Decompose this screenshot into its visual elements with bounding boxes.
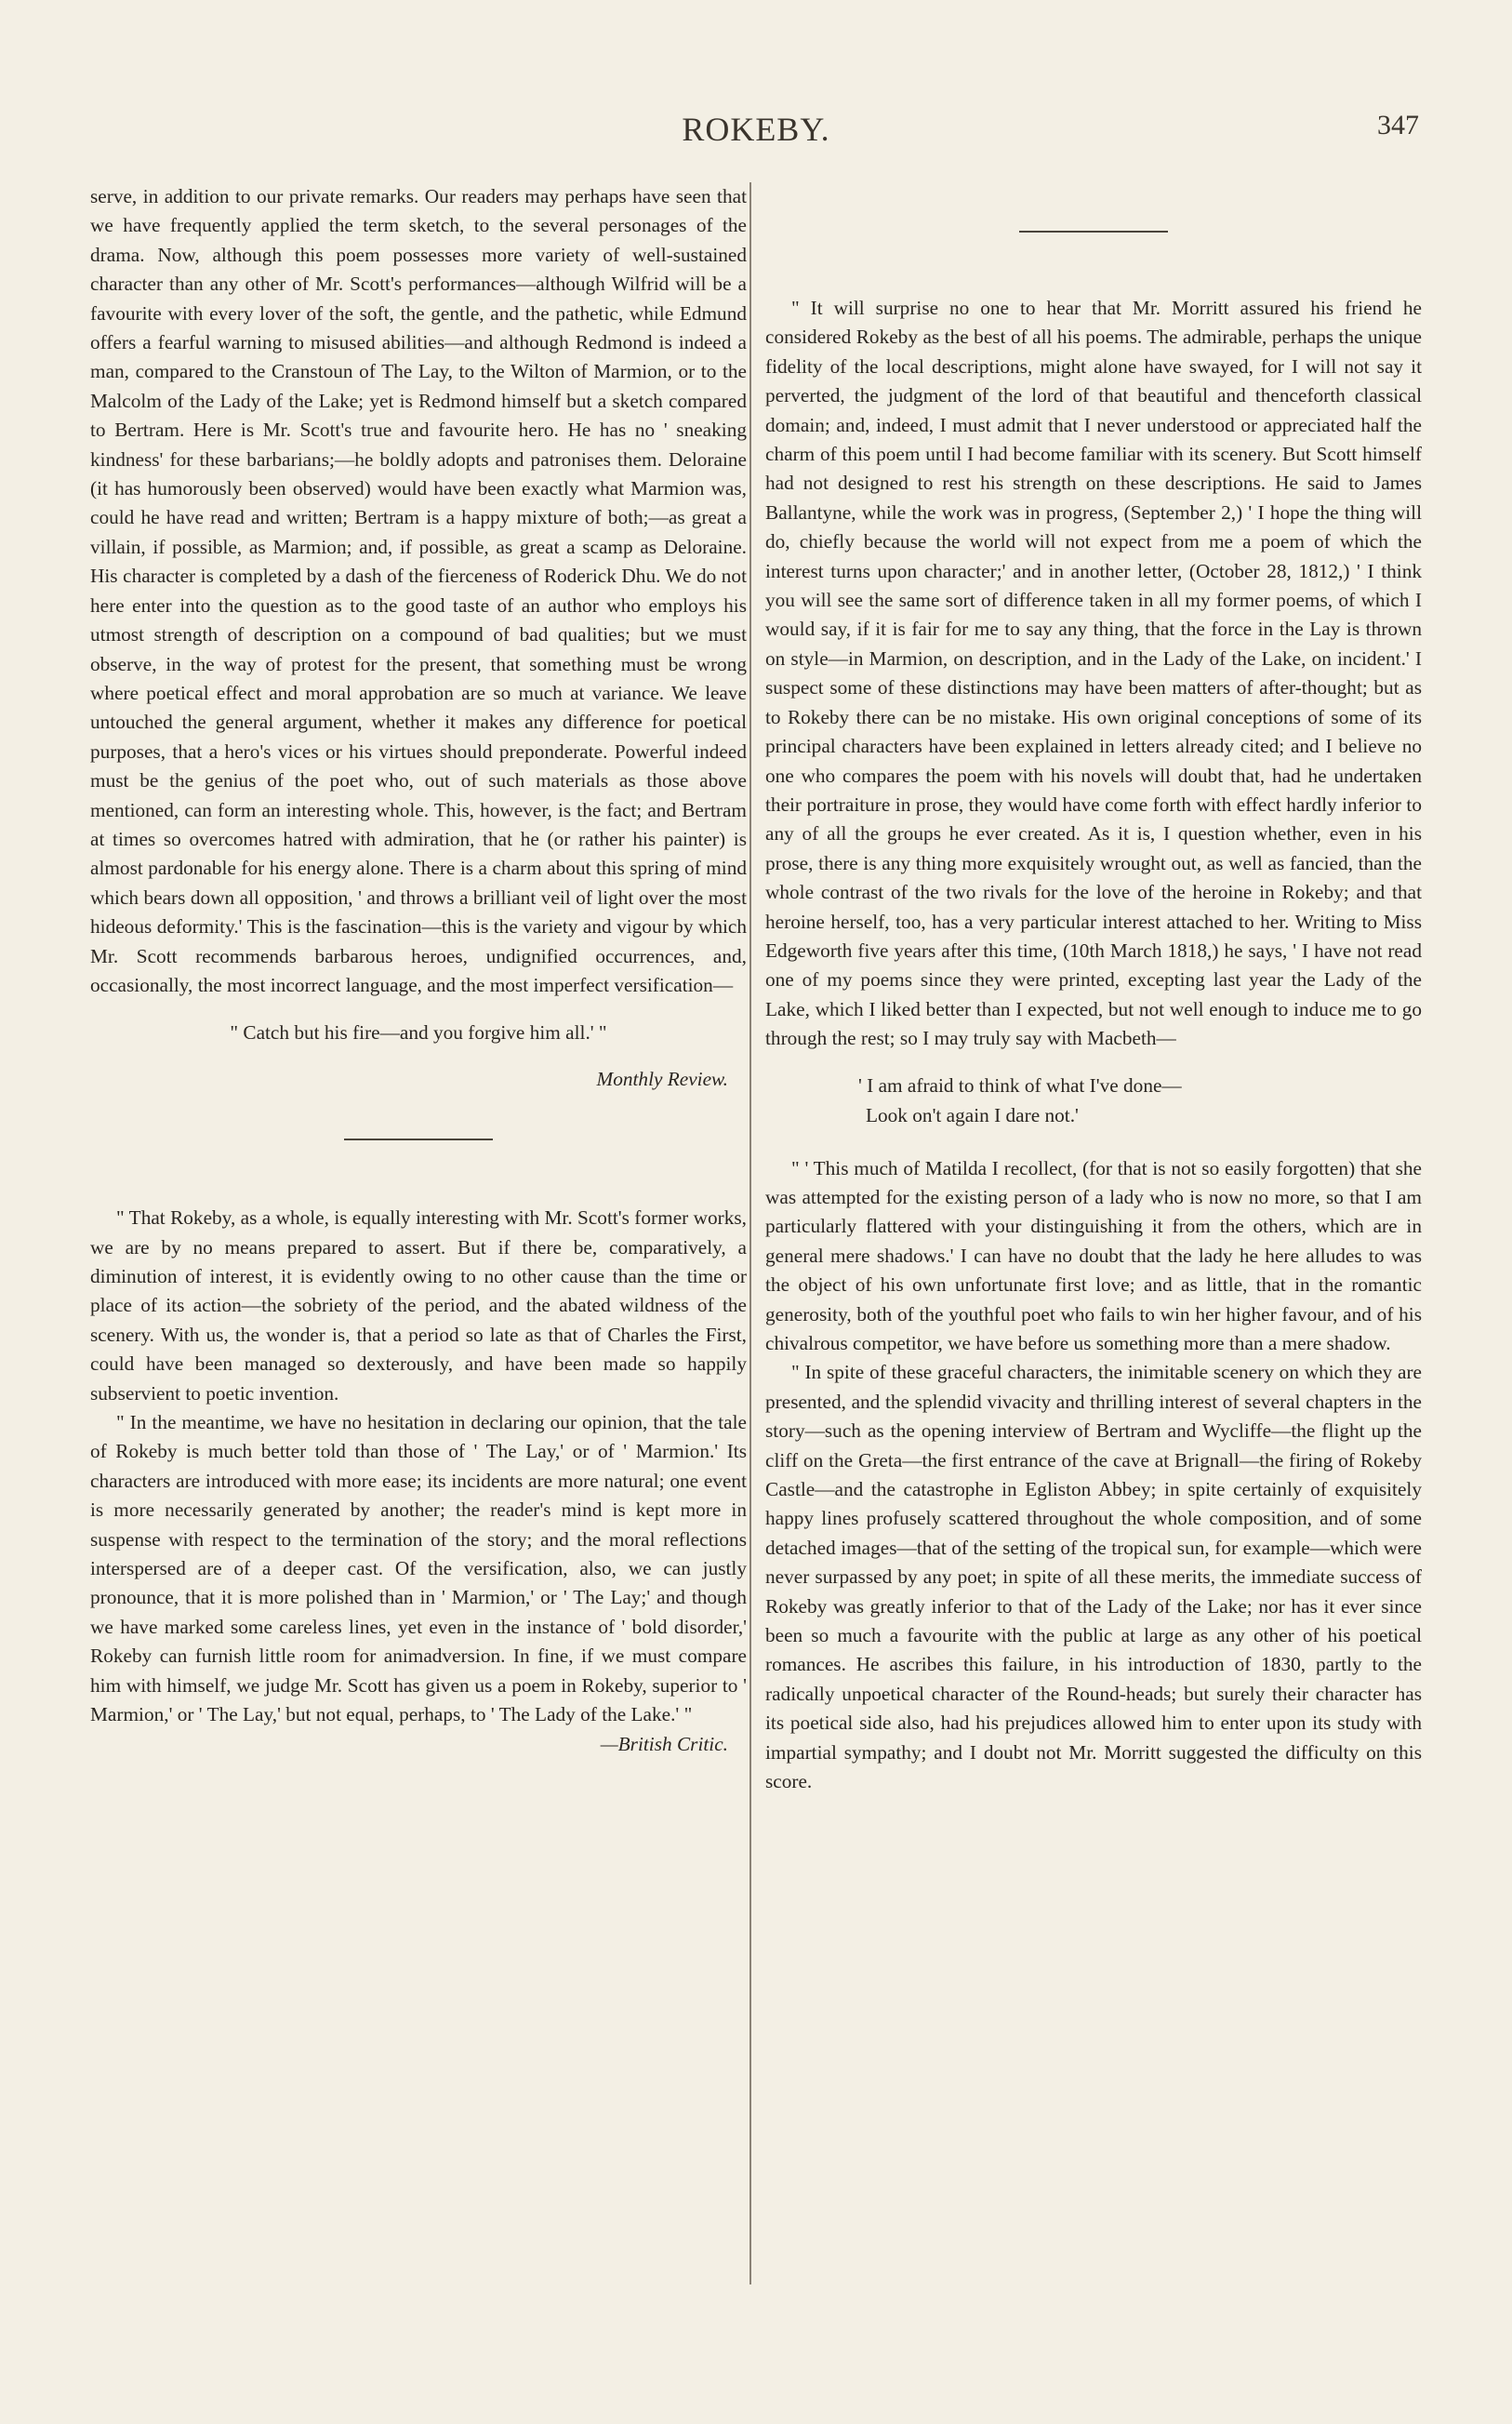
paragraph: " In the meantime, we have no hesitation in declaring our opinion, that the tale of Rokeby is much better told than those of ' The Lay,' or of ' Marmion.' Its characters are introduced with more ease; its incidents are more natural; one event is more necessarily generated by another; the reader's mind is kept more in suspense with respect to the termination of the story; and the moral reflections interspersed are of a deeper cast. Of the versification, also, we can justly pronounce, that it is more polished than in ' Marmion,' or ' The Lay;' and though we have marked some careless lines, yet even in the instance of ' bold disorder,' Rokeby can furnish little room for animadversion. In fine, if we must compare him with himself, we judge Mr. Scott has given us a poem in Rokeby, superior to ' Marmion,' or ' The Lay,' but not equal, perhaps, to ' The Lady of the Lake.' " (90, 1411, 747, 1726)
paragraph: " In spite of these graceful characters, the inimitable scenery on which they are presented, and the splendid vivacity and thrilling interest of several chapters in the story—such as the opening interview of Bertram and Wycliffe—the flight up the cliff on the Greta—the first entrance of the cave at Brignall—the firing of Rokeby Castle—and the catastrophe in Egliston Abbey; in spite certainly of exquisitely happy lines profusely scattered throughout the whole composition, and of some detached images—that of the setting of the tropical sun, for example—which were never surpassed by any poet; in spite of all these merits, the immediate success of Rokeby was greatly inferior to that of the Lady of the Lake; nor has it ever since been so much a favourite with the public at large as any other of his poetical romances. He ascribes this failure, in his introduction of 1830, partly to the radically unpoetical character of the Round-heads; but surely their character has its poetical side also, had his prejudices allowed him to enter upon its study with impartial sympathy; and I doubt not Mr. Morritt suggested the difficulty on this score. (765, 1361, 1422, 1793)
attribution: —British Critic. (600, 1732, 728, 1755)
attribution: Monthly Review. (596, 1067, 728, 1090)
column-rule (749, 182, 751, 2284)
paragraph: serve, in addition to our private remarks. Our readers may perhaps have seen that we have frequently applied the term sketch, to the several personages of the drama. Now, although this poem possesses more variety of well-sustained character than any other of Mr. Scott's performances—although Wilfrid will be a favourite with every lover of the soft, the gentle, and the pathetic, while Edmund offers a fearful warning to misused abilities—and although Redmond is indeed a man, compared to the Cranstoun of The Lay, to the Wilton of Marmion, or to the Malcolm of the Lady of the Lake; yet is Redmond himself but a sketch compared to Bertram. Here is Mr. Scott's true and favourite hero. He has no ' sneaking kindness' for these barbarians;—he boldly adopts and patronises them. Deloraine (it has humorously been observed) would have been exactly what Marmion was, could he have read and written; Bertram is a happy mixture of both;—as great a villain, if possible, as Marmion; and, if possible, as great a scamp as Deloraine. His character is completed by a dash of the fierceness of Roderick Dhu. We do not here enter into the question as to the good taste of an author who employs his utmost strength of description on a compound of bad qualities; but we must observe, in the way of protest for the present, that something must be wrong where poetical effect and moral approbation are so much at variance. We leave untouched the general argument, whether it makes any difference for poetical purposes, that a hero's vices or his virtues should preponderate. Powerful indeed must be the genius of the poet who, out of such materials as those above mentioned, can form an interesting whole. This, however, is the fact; and Bertram at times so overcomes hatred with admiration, that he (or rather his painter) is almost pardonable for his energy alone. There is a charm about this spring of mind which bears down all opposition, ' and throws a brilliant veil of light over the most hideous deformity.' This is the fascination—this is the variety and vigour by which Mr. Scott recommends barbarous heroes, undignified occurrences, and, occasionally, the most incorrect language, and the most imperfect versification— (90, 185, 747, 996)
verse-quotation (858, 1071, 1422, 1130)
page-number: 347 (1377, 110, 1419, 140)
section-divider (344, 1139, 493, 1140)
quotation: " Catch but his fire—and you forgive him all.' " (230, 1021, 607, 1045)
page-header (0, 110, 1512, 166)
verse-line: ' I am afraid to think of what I've done— (858, 1073, 1182, 1097)
running-title: ROKEBY. (682, 111, 830, 148)
paragraph: " That Rokeby, as a whole, is equally interesting with Mr. Scott's former works, we are by no means prepared to assert. But if there be, comparatively, a diminution of interest, it is evidently owing to no other cause than the time or place of its action—the sobriety of the period, and the abated wildness of the scenery. With us, the wonder is, that a period so late as that of Charles the First, could have been managed so dexterously, and have been made so happily subservient to poetic invention. (90, 1206, 747, 1405)
left-column (90, 182, 747, 1759)
right-column (765, 182, 1422, 1797)
paragraph: " It will surprise no one to hear that Mr. Morritt assured his friend he considered Rokeby as the best of all his poems. The admirable, perhaps the unique fidelity of the local descriptions, might alone have swayed, for I will not say it perverted, the judgment of the lord of that beautiful and thenceforth classical domain; and, indeed, I must admit that I never understood or appreciated half the charm of this poem until I had become familiar with its scenery. But Scott himself had not designed to rest his strength on these descriptions. He said to James Ballantyne, while the work was in progress, (September 2,) ' I hope the thing will do, chiefly because the world will not expect from me a poem of which the interest turns upon character;' and in another letter, (October 28, 1812,) ' I think you will see the same sort of difference taken in all my former poems, of which I would say, if it is fair for me to say any thing, that the force in the Lay is thrown on style—in Marmion, on description, and in the Lady of the Lake, on incident.' I suspect some of these distinctions may have been matters of after-thought; but as to Rokeby there can be no mistake. His own original conceptions of some of its principal characters have been explained in letters already cited; and I believe no one who compares the poem with his novels will doubt that, had he undertaken their portraiture in prose, they would have come forth with effect hardly inferior to any of all the groups he ever created. As it is, I question whether, even in his prose, there is any thing more exquisitely wrought out, as well as fancied, than the whole contrast of the two rivals for the love of the heroine in Rokeby; and that heroine herself, too, has a very particular interest attached to her. Writing to Miss Edgeworth five years after this time, (10th March 1818,) he says, ' I have not read one of my poems since they were printed, excepting last year the Lady of the Lake, which I liked better than I expected, but not well enough to induce me to go through the rest; so I may truly say with Macbeth— (765, 297, 1422, 1050)
verse-line: Look on't again I dare not.' (866, 1103, 1079, 1126)
paragraph: " ' This much of Matilda I recollect, (for that is not so easily forgotten) that she was attempted for the existing person of a lady who is now no more, so that I am particularly flattered with your distinguishing it from the others, which are in general mere shadows.' I can have no doubt that the lady he here alludes to was the object of his own unfortunate first love; and as little, that in the romantic generosity, both of the youthful poet who fails to win her higher favour, and of his chivalrous competitor, we have before us something more than a mere shadow. (765, 1156, 1422, 1354)
section-divider (1019, 231, 1168, 233)
